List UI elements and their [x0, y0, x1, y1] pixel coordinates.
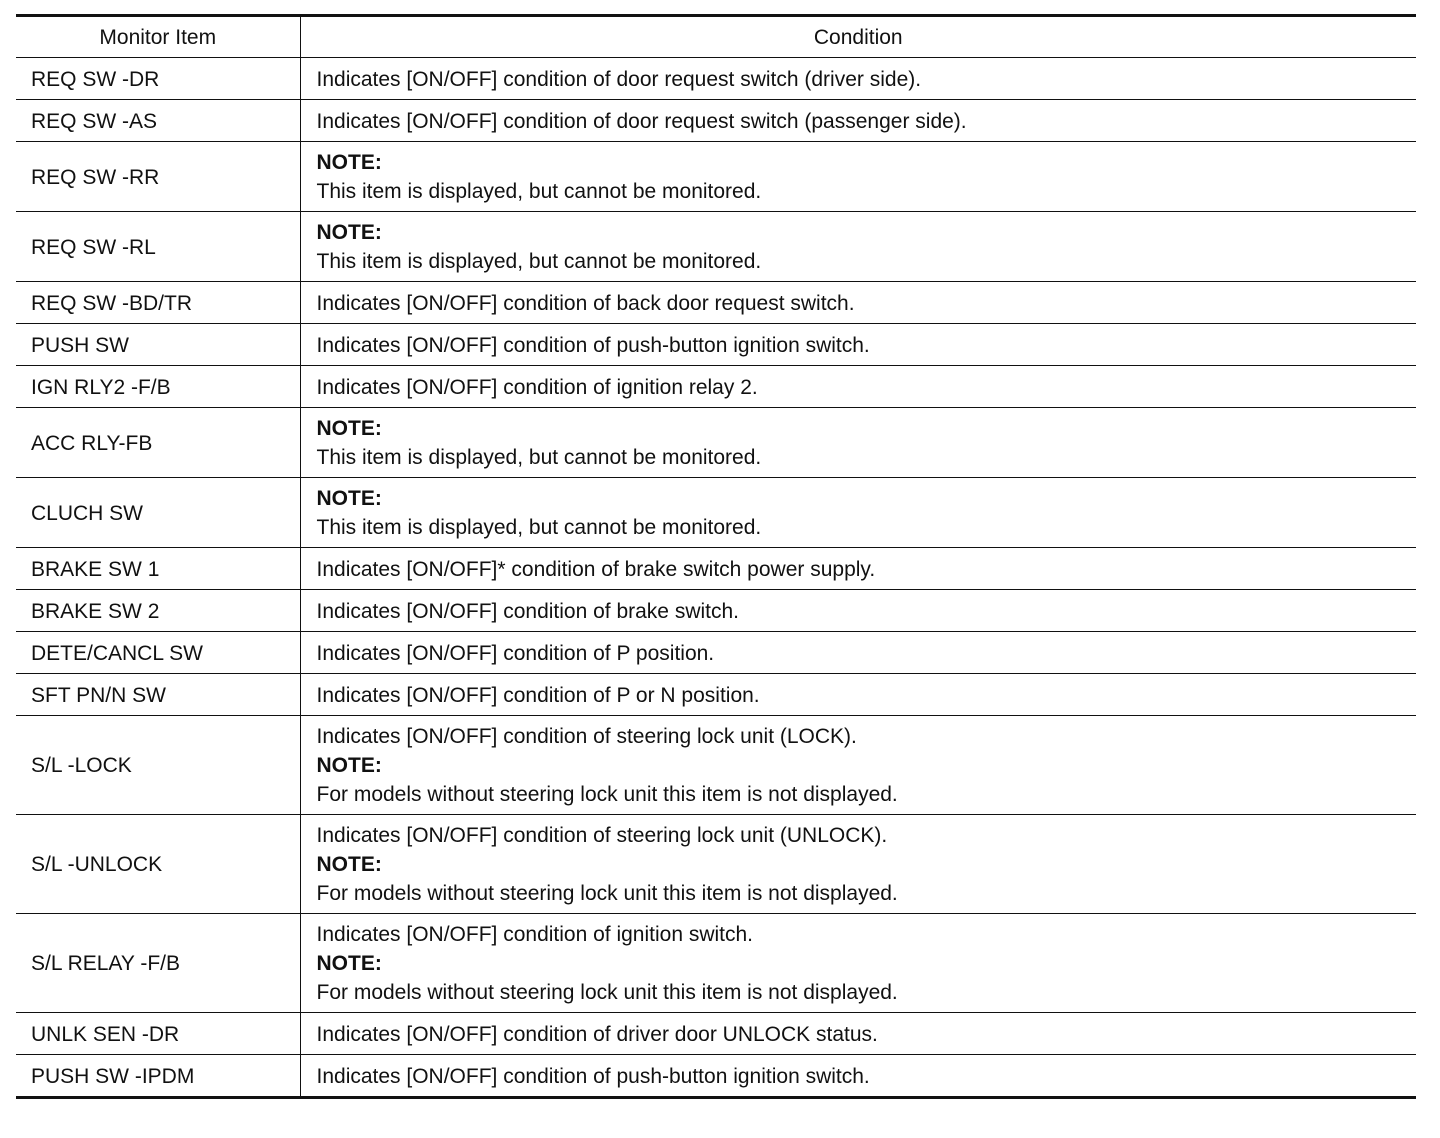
note-text: This item is displayed, but cannot be monitored. — [316, 516, 762, 539]
table-row — [16, 408, 1416, 478]
note-label: NOTE: — [316, 754, 382, 777]
note-label: NOTE: — [316, 487, 382, 510]
condition-text: Indicates [ON/OFF] condition of back door request switch. — [316, 291, 855, 315]
note-text: For models without steering lock unit this item is not displayed. — [316, 783, 898, 806]
condition-cell — [300, 548, 1416, 590]
table-row — [16, 1013, 1416, 1055]
condition-text: Indicates [ON/OFF] condition of brake switch. — [316, 599, 740, 623]
condition-cell — [300, 1055, 1416, 1098]
table-row — [16, 590, 1416, 632]
condition-cell — [300, 914, 1416, 1013]
monitor-item-cell: DETE/CANCL SW — [16, 632, 300, 674]
header-condition: Condition — [300, 16, 1416, 58]
note-text: For models without steering lock unit this item is not displayed. — [316, 882, 898, 905]
condition-cell — [300, 632, 1416, 674]
note-text: This item is displayed, but cannot be monitored. — [316, 446, 762, 469]
monitor-item-cell: REQ SW -RR — [16, 142, 300, 212]
condition-text: Indicates [ON/OFF]* condition of brake switch power supply. — [316, 557, 876, 581]
monitor-item-cell: BRAKE SW 1 — [16, 548, 300, 590]
monitor-item-cell: PUSH SW -IPDM — [16, 1055, 300, 1098]
condition-cell — [300, 590, 1416, 632]
condition-text: Indicates [ON/OFF] condition of steering lock unit (LOCK). — [316, 725, 857, 748]
table-row — [16, 282, 1416, 324]
note-text: This item is displayed, but cannot be monitored. — [316, 180, 762, 203]
condition-text: Indicates [ON/OFF] condition of ignition switch. — [316, 923, 754, 946]
condition-cell — [300, 478, 1416, 548]
table-row — [16, 212, 1416, 282]
condition-cell — [300, 366, 1416, 408]
table-row — [16, 58, 1416, 100]
monitor-item-cell: REQ SW -RL — [16, 212, 300, 282]
condition-cell — [300, 674, 1416, 716]
note-label: NOTE: — [316, 417, 382, 440]
monitor-item-cell: S/L RELAY -F/B — [16, 914, 300, 1013]
header-monitor-item: Monitor Item — [16, 16, 300, 58]
note-label: NOTE: — [316, 853, 382, 876]
table-row — [16, 716, 1416, 815]
condition-text: Indicates [ON/OFF] condition of P or N position. — [316, 683, 760, 707]
condition-text: Indicates [ON/OFF] condition of door request switch (passenger side). — [316, 109, 967, 133]
table-row — [16, 366, 1416, 408]
monitor-item-cell: SFT PN/N SW — [16, 674, 300, 716]
condition-cell — [300, 142, 1416, 212]
monitor-item-cell: CLUCH SW — [16, 478, 300, 548]
condition-cell — [300, 58, 1416, 100]
monitor-item-cell: S/L -UNLOCK — [16, 815, 300, 914]
monitor-item-table-container — [16, 14, 1416, 1099]
table-row — [16, 548, 1416, 590]
monitor-item-cell: REQ SW -AS — [16, 100, 300, 142]
monitor-item-cell: PUSH SW — [16, 324, 300, 366]
monitor-item-cell: IGN RLY2 -F/B — [16, 366, 300, 408]
condition-cell — [300, 282, 1416, 324]
note-label: NOTE: — [316, 952, 382, 975]
monitor-item-cell: S/L -LOCK — [16, 716, 300, 815]
condition-cell — [300, 212, 1416, 282]
note-text: For models without steering lock unit this item is not displayed. — [316, 981, 898, 1004]
condition-cell — [300, 100, 1416, 142]
condition-text: Indicates [ON/OFF] condition of driver door UNLOCK status. — [316, 1022, 878, 1046]
table-row — [16, 324, 1416, 366]
monitor-item-cell: UNLK SEN -DR — [16, 1013, 300, 1055]
condition-cell — [300, 815, 1416, 914]
monitor-item-cell: REQ SW -DR — [16, 58, 300, 100]
condition-text: Indicates [ON/OFF] condition of door request switch (driver side). — [316, 67, 922, 91]
condition-text: Indicates [ON/OFF] condition of ignition relay 2. — [316, 375, 758, 399]
condition-text: Indicates [ON/OFF] condition of steering lock unit (UNLOCK). — [316, 824, 888, 847]
condition-cell — [300, 324, 1416, 366]
monitor-item-cell: REQ SW -BD/TR — [16, 282, 300, 324]
table-row — [16, 815, 1416, 914]
note-label: NOTE: — [316, 151, 382, 174]
table-row — [16, 142, 1416, 212]
condition-text: Indicates [ON/OFF] condition of P position. — [316, 641, 715, 665]
table-row — [16, 632, 1416, 674]
table-row — [16, 674, 1416, 716]
monitor-item-table — [16, 14, 1416, 1099]
monitor-item-cell: BRAKE SW 2 — [16, 590, 300, 632]
condition-cell — [300, 716, 1416, 815]
condition-text: Indicates [ON/OFF] condition of push-button ignition switch. — [316, 1064, 870, 1088]
condition-cell — [300, 408, 1416, 478]
table-row — [16, 478, 1416, 548]
table-row — [16, 914, 1416, 1013]
note-text: This item is displayed, but cannot be monitored. — [316, 250, 762, 273]
note-label: NOTE: — [316, 221, 382, 244]
table-header-row — [16, 16, 1416, 58]
table-row — [16, 1055, 1416, 1098]
monitor-item-cell: ACC RLY-FB — [16, 408, 300, 478]
table-row — [16, 100, 1416, 142]
condition-text: Indicates [ON/OFF] condition of push-button ignition switch. — [316, 333, 870, 357]
condition-cell — [300, 1013, 1416, 1055]
